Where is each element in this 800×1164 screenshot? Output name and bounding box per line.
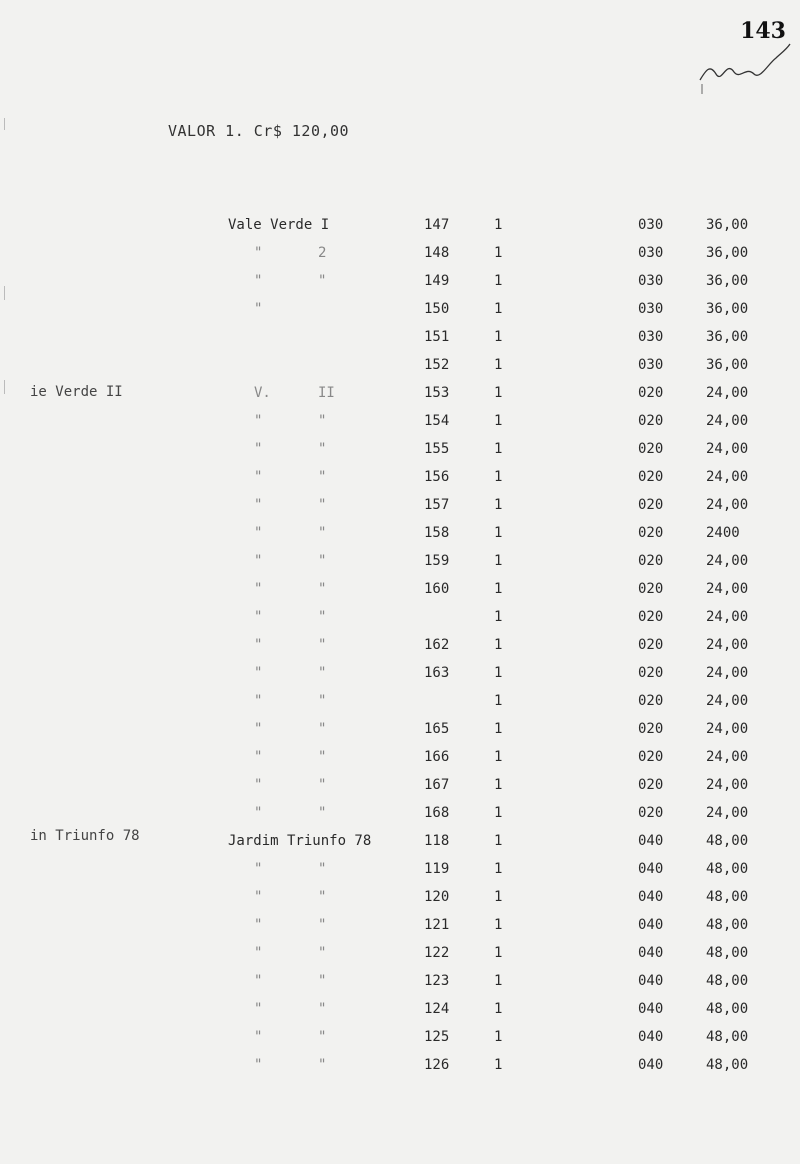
ditto-mark: ": [318, 973, 327, 989]
code: 030: [638, 329, 664, 345]
amount: 36,00: [706, 301, 749, 317]
ditto-mark: ": [318, 889, 327, 905]
ledger-row: [0, 1029, 800, 1051]
lot-number: 160: [424, 581, 450, 597]
amount: 48,00: [706, 1001, 749, 1017]
code: 040: [638, 917, 664, 933]
lot-number: 120: [424, 889, 450, 905]
ledger-row: [0, 1001, 800, 1023]
ledger-row: [0, 861, 800, 883]
lot-number: 153: [424, 385, 450, 401]
quantity: 1: [494, 805, 503, 821]
ledger-row: [0, 833, 800, 855]
lot-number: 119: [424, 861, 450, 877]
amount: 24,00: [706, 497, 749, 513]
code: 040: [638, 945, 664, 961]
amount: 24,00: [706, 693, 749, 709]
ditto-mark: ": [254, 805, 263, 821]
lot-number: 166: [424, 749, 450, 765]
lot-number: 162: [424, 637, 450, 653]
ledger-row: [0, 637, 800, 659]
ledger-row: [0, 441, 800, 463]
amount: 24,00: [706, 721, 749, 737]
ditto-mark: ": [318, 945, 327, 961]
ditto-mark: ": [254, 497, 263, 513]
ditto-mark: ": [254, 1029, 263, 1045]
ledger-row: [0, 525, 800, 547]
ditto-mark: ": [254, 609, 263, 625]
lot-number: 147: [424, 217, 450, 233]
quantity: 1: [494, 861, 503, 877]
amount: 48,00: [706, 889, 749, 905]
quantity: 1: [494, 301, 503, 317]
amount: 24,00: [706, 581, 749, 597]
ditto-mark: ": [254, 553, 263, 569]
ditto-mark: ": [254, 777, 263, 793]
valor-line: VALOR 1. Cr$ 120,00: [168, 122, 350, 140]
ditto-mark: ": [254, 665, 263, 681]
code: 020: [638, 665, 664, 681]
quantity: 1: [494, 497, 503, 513]
ditto-mark: ": [318, 665, 327, 681]
ledger-row: [0, 385, 800, 407]
quantity: 1: [494, 469, 503, 485]
ditto-mark: ": [318, 693, 327, 709]
ditto-mark: ": [318, 1057, 327, 1073]
code: 020: [638, 637, 664, 653]
lot-number: 125: [424, 1029, 450, 1045]
code: 020: [638, 469, 664, 485]
ditto-mark: ": [318, 1029, 327, 1045]
ledger-row: [0, 917, 800, 939]
code: 020: [638, 497, 664, 513]
code: 030: [638, 245, 664, 261]
quantity: 1: [494, 217, 503, 233]
amount: 36,00: [706, 273, 749, 289]
ledger-row: [0, 889, 800, 911]
code: 040: [638, 1029, 664, 1045]
quantity: 1: [494, 1029, 503, 1045]
code: 020: [638, 441, 664, 457]
amount: 48,00: [706, 833, 749, 849]
amount: 24,00: [706, 441, 749, 457]
code: 020: [638, 525, 664, 541]
ledger-row: [0, 357, 800, 379]
ledger-row: [0, 553, 800, 575]
amount: 24,00: [706, 637, 749, 653]
amount: 48,00: [706, 1029, 749, 1045]
ledger-row: [0, 581, 800, 603]
ditto-mark: ": [318, 441, 327, 457]
ditto-mark: ": [254, 245, 263, 261]
ledger-row: [0, 469, 800, 491]
lot-number: 168: [424, 805, 450, 821]
amount: 48,00: [706, 917, 749, 933]
quantity: 1: [494, 385, 503, 401]
code: 020: [638, 805, 664, 821]
amount: 48,00: [706, 973, 749, 989]
ditto-mark: ": [318, 749, 327, 765]
code: 020: [638, 581, 664, 597]
lot-number: 156: [424, 469, 450, 485]
amount: 36,00: [706, 245, 749, 261]
lot-number: 151: [424, 329, 450, 345]
ditto-mark: ": [254, 441, 263, 457]
amount: 24,00: [706, 413, 749, 429]
code: 020: [638, 721, 664, 737]
lot-number: 158: [424, 525, 450, 541]
ledger-row: [0, 301, 800, 323]
ledger-row: [0, 497, 800, 519]
ditto-mark: ": [318, 805, 327, 821]
quantity: 1: [494, 973, 503, 989]
lot-number: 149: [424, 273, 450, 289]
amount: 36,00: [706, 217, 749, 233]
quantity: 1: [494, 329, 503, 345]
ditto-mark: ": [254, 301, 263, 317]
ledger-row: [0, 273, 800, 295]
amount: 48,00: [706, 1057, 749, 1073]
ditto-mark: ": [318, 777, 327, 793]
ditto-mark: ": [318, 917, 327, 933]
lot-number: 167: [424, 777, 450, 793]
lot-number: 152: [424, 357, 450, 373]
quantity: 1: [494, 413, 503, 429]
quantity: 1: [494, 889, 503, 905]
amount: 24,00: [706, 749, 749, 765]
lot-number: 150: [424, 301, 450, 317]
ledger-row: [0, 945, 800, 967]
amount: 24,00: [706, 553, 749, 569]
code: 040: [638, 1057, 664, 1073]
ditto-mark: ": [254, 525, 263, 541]
ditto-mark: 2: [318, 245, 327, 261]
page-number: 143: [740, 18, 786, 44]
lot-number: 123: [424, 973, 450, 989]
quantity: 1: [494, 693, 503, 709]
code: 030: [638, 301, 664, 317]
ditto-mark: ": [254, 945, 263, 961]
ledger-row: [0, 609, 800, 631]
ditto-mark: ": [254, 861, 263, 877]
quantity: 1: [494, 721, 503, 737]
code: 020: [638, 553, 664, 569]
amount: 48,00: [706, 945, 749, 961]
lot-number: 148: [424, 245, 450, 261]
ditto-mark: ": [254, 273, 263, 289]
ditto-mark: ": [254, 749, 263, 765]
ditto-mark: ": [318, 721, 327, 737]
row-name: Vale Verde I: [228, 217, 330, 233]
ledger-row: [0, 329, 800, 351]
code: 030: [638, 273, 664, 289]
lot-number: 126: [424, 1057, 450, 1073]
section-label-jardim-triunfo: in Triunfo 78: [30, 828, 140, 844]
quantity: 1: [494, 441, 503, 457]
quantity: 1: [494, 525, 503, 541]
amount: 24,00: [706, 385, 749, 401]
amount: 36,00: [706, 329, 749, 345]
lot-number: 157: [424, 497, 450, 513]
ditto-mark: ": [318, 581, 327, 597]
quantity: 1: [494, 581, 503, 597]
ditto-mark: ": [254, 413, 263, 429]
lot-number: 122: [424, 945, 450, 961]
ditto-mark: ": [254, 973, 263, 989]
ditto-mark: ": [318, 1001, 327, 1017]
quantity: 1: [494, 273, 503, 289]
ditto-mark: ": [318, 497, 327, 513]
ledger-row: [0, 413, 800, 435]
ledger-row: [0, 805, 800, 827]
margin-mark: [4, 118, 5, 130]
quantity: 1: [494, 553, 503, 569]
ditto-mark: ": [254, 1057, 263, 1073]
ledger-row: [0, 665, 800, 687]
lot-number: 159: [424, 553, 450, 569]
code: 040: [638, 973, 664, 989]
code: 030: [638, 357, 664, 373]
amount: 24,00: [706, 805, 749, 821]
code: 020: [638, 609, 664, 625]
ditto-mark: ": [318, 469, 327, 485]
code: 040: [638, 833, 664, 849]
ditto-mark: ": [254, 469, 263, 485]
quantity: 1: [494, 637, 503, 653]
ditto-mark: ": [318, 273, 327, 289]
ditto-mark: ": [318, 553, 327, 569]
ledger-row: [0, 245, 800, 267]
amount: 48,00: [706, 861, 749, 877]
quantity: 1: [494, 245, 503, 261]
ditto-mark: ": [254, 917, 263, 933]
quantity: 1: [494, 749, 503, 765]
quantity: 1: [494, 945, 503, 961]
lot-number: 163: [424, 665, 450, 681]
amount: 24,00: [706, 469, 749, 485]
code: 020: [638, 749, 664, 765]
quantity: 1: [494, 777, 503, 793]
ditto-mark: ": [254, 721, 263, 737]
code: 040: [638, 1001, 664, 1017]
section-label-vale-verde-ii: ie Verde II: [30, 384, 123, 400]
ledger-row: [0, 1057, 800, 1079]
ledger-row: [0, 693, 800, 715]
amount: 24,00: [706, 777, 749, 793]
ditto-mark: V.: [254, 385, 271, 401]
ledger-row: [0, 973, 800, 995]
code: 020: [638, 413, 664, 429]
ledger-row: [0, 777, 800, 799]
ditto-mark: ": [318, 861, 327, 877]
row-name: Jardim Triunfo 78: [228, 833, 372, 849]
amount: 2400: [706, 525, 740, 541]
amount: 24,00: [706, 665, 749, 681]
ditto-mark: ": [254, 693, 263, 709]
ledger-row: [0, 217, 800, 239]
lot-number: 155: [424, 441, 450, 457]
ledger-row: [0, 749, 800, 771]
ditto-mark: ": [254, 581, 263, 597]
ditto-mark: ": [254, 1001, 263, 1017]
quantity: 1: [494, 1001, 503, 1017]
ditto-mark: II: [318, 385, 335, 401]
quantity: 1: [494, 917, 503, 933]
code: 020: [638, 777, 664, 793]
ditto-mark: ": [318, 413, 327, 429]
code: 040: [638, 889, 664, 905]
lot-number: 165: [424, 721, 450, 737]
signature-mark: [696, 40, 792, 96]
lot-number: 121: [424, 917, 450, 933]
lot-number: 118: [424, 833, 450, 849]
ledger-row: [0, 721, 800, 743]
ditto-mark: ": [254, 637, 263, 653]
ditto-mark: ": [254, 889, 263, 905]
lot-number: 124: [424, 1001, 450, 1017]
code: 040: [638, 861, 664, 877]
code: 020: [638, 385, 664, 401]
code: 030: [638, 217, 664, 233]
ditto-mark: ": [318, 525, 327, 541]
quantity: 1: [494, 665, 503, 681]
quantity: 1: [494, 1057, 503, 1073]
code: 020: [638, 693, 664, 709]
lot-number: 154: [424, 413, 450, 429]
ditto-mark: ": [318, 637, 327, 653]
ditto-mark: ": [318, 609, 327, 625]
quantity: 1: [494, 609, 503, 625]
quantity: 1: [494, 357, 503, 373]
amount: 24,00: [706, 609, 749, 625]
amount: 36,00: [706, 357, 749, 373]
quantity: 1: [494, 833, 503, 849]
